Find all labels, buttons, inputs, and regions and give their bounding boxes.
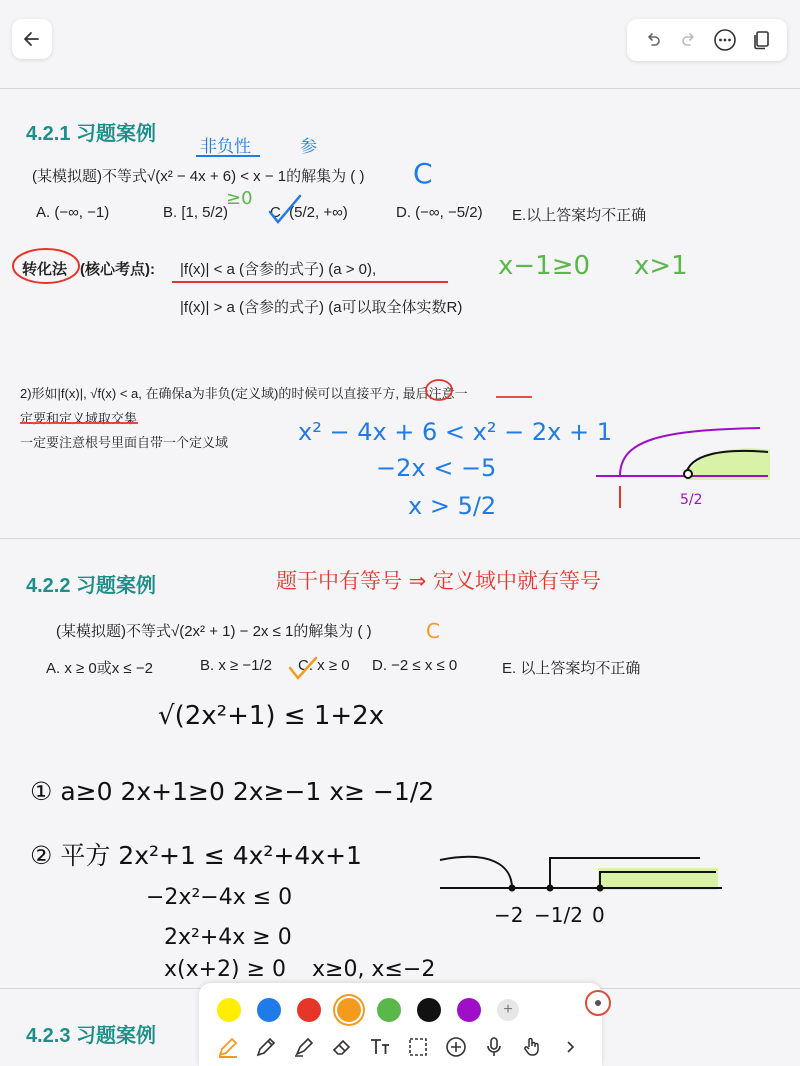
touch-tool[interactable]	[519, 1034, 545, 1060]
dot-zero	[597, 885, 604, 892]
section-separator	[0, 538, 800, 539]
color-swatch-5[interactable]	[417, 998, 441, 1022]
question-421: (某模拟题)不等式√(x² − 4x + 6) < x − 1的解集为 ( )	[32, 168, 365, 185]
hw-s2-axis-label-3: 0	[592, 903, 605, 927]
hw-s1-ge0: ≥0	[226, 188, 253, 209]
option-421-a: A. (−∞, −1)	[36, 204, 110, 221]
method-line-2: |f(x)| > a (含参的式子) (a可以取全体实数R)	[180, 299, 463, 316]
hw-s1-axis-label: 5/2	[680, 492, 703, 508]
top-tools	[627, 19, 787, 61]
hw-s1-answer: C	[413, 157, 433, 190]
text-tool-icon	[368, 1035, 392, 1059]
highlight-region-2	[598, 868, 718, 890]
color-swatch-0[interactable]	[217, 998, 241, 1022]
option-421-e: E.以上答案均不正确	[512, 207, 647, 224]
left-region-curve	[440, 857, 512, 888]
redo-button[interactable]	[675, 26, 703, 54]
more-button[interactable]	[711, 26, 739, 54]
hw-s1-cond2: x>1	[634, 251, 688, 281]
hw-s2-line7: x≥0, x≤−2	[312, 957, 436, 982]
option-422-d: D. −2 ≤ x ≤ 0	[372, 657, 458, 674]
solution-curve	[686, 451, 768, 474]
section-title-422: 4.2.2 习题案例	[26, 575, 157, 597]
color-swatch-6[interactable]	[457, 998, 481, 1022]
open-dot	[684, 470, 692, 478]
color-swatch-1[interactable]	[257, 998, 281, 1022]
hw-s2-line3: ② 平方 2x²+1 ≤ 4x²+4x+1	[30, 841, 362, 870]
option-422-a: A. x ≥ 0或x ≤ −2	[46, 660, 153, 677]
text-tool[interactable]	[367, 1034, 393, 1060]
section-title-421: 4.2.1 习题案例	[26, 123, 157, 145]
method-line-1: |f(x)| < a (含参的式子) (a > 0),	[180, 261, 377, 278]
add-shape-icon	[444, 1035, 468, 1059]
highlighter-tool[interactable]	[291, 1034, 317, 1060]
add-shape-tool[interactable]	[443, 1034, 469, 1060]
hw-s2-line4: −2x²−4x ≤ 0	[146, 885, 293, 910]
redo-icon	[679, 30, 699, 50]
tool-row	[199, 1029, 602, 1065]
hw-s2-axis-label-1: −2	[494, 903, 524, 927]
hw-s2-line1: √(2x²+1) ≤ 1+2x	[158, 701, 385, 731]
lasso-select-icon	[406, 1035, 430, 1059]
note-line-2: 定要和定义域取交集	[20, 411, 138, 426]
lasso-select-tool[interactable]	[405, 1034, 431, 1060]
domain-curve	[620, 428, 760, 476]
more-horizontal-icon	[713, 28, 737, 52]
dot-neg2	[509, 885, 516, 892]
chevron-right-icon	[561, 1038, 579, 1056]
method-note: (核心考点):	[80, 261, 155, 278]
arrow-left-icon	[22, 29, 42, 49]
hw-s1-above: 非负性	[200, 137, 251, 157]
highlight-region	[686, 448, 770, 480]
hw-s2-red-note: 题干中有等号 ⇒ 定义域中就有等号	[276, 569, 601, 593]
color-swatch-4[interactable]	[377, 998, 401, 1022]
back-button[interactable]	[12, 19, 52, 59]
copy-pages-icon	[750, 29, 772, 51]
hw-s2-line6: x(x+2) ≥ 0	[164, 957, 287, 982]
undo-icon	[643, 30, 663, 50]
microphone-icon	[482, 1035, 506, 1059]
eraser-tool[interactable]	[329, 1034, 355, 1060]
top-bar	[0, 0, 800, 84]
color-palette	[199, 991, 602, 1029]
voice-tool[interactable]	[481, 1034, 507, 1060]
toolbar-side-toggle[interactable]	[585, 990, 611, 1016]
hw-s1-step3: x > 5/2	[408, 492, 497, 520]
option-422-e: E. 以上答案均不正确	[502, 660, 641, 677]
question-422: (某模拟题)不等式√(2x² + 1) − 2x ≤ 1的解集为 ( )	[56, 623, 372, 640]
pencil-icon	[254, 1035, 278, 1059]
hw-s2-line2: ① a≥0 2x+1≥0 2x≥−1 x≥ −1/2	[30, 777, 435, 806]
pen-tool[interactable]	[215, 1034, 241, 1060]
pencil-tool[interactable]	[253, 1034, 279, 1060]
undo-button[interactable]	[639, 26, 667, 54]
hw-s1-step1: x² − 4x + 6 < x² − 2x + 1	[298, 418, 612, 446]
pages-button[interactable]	[747, 26, 775, 54]
expand-toolbar-button[interactable]	[557, 1034, 583, 1060]
pen-toolbar	[199, 983, 602, 1066]
dot-neghalf	[547, 885, 554, 892]
hw-s2-answer: C	[426, 619, 440, 643]
section-title-423: 4.2.3 习题案例	[26, 1025, 157, 1047]
hw-s1-step2: −2x < −5	[376, 454, 497, 482]
option-422-b: B. x ≥ −1/2	[200, 657, 273, 674]
highlighter-icon	[292, 1035, 316, 1059]
option-421-c: C. (5/2, +∞)	[270, 204, 348, 221]
option-422-c: C. x ≥ 0	[298, 657, 350, 674]
hw-s1-cond1: x−1≥0	[498, 251, 591, 281]
eraser-icon	[330, 1035, 354, 1059]
note-line-1: 2)形如|f(x)|, √f(x) < a, 在确保a为非负(定义域)的时候可以直接平方, 最后注意一	[20, 386, 468, 401]
hw-s2-axis-label-2: −1/2	[534, 903, 583, 927]
hand-touch-icon	[520, 1035, 544, 1059]
note-line-3: 一定要注意根号里面自带一个定义域	[20, 435, 229, 450]
domain-bracket	[550, 858, 700, 888]
method-label: 转化法	[22, 261, 68, 278]
solution-bracket	[600, 872, 716, 888]
record-dot-icon	[593, 998, 603, 1008]
add-color-button[interactable]: +	[497, 999, 519, 1021]
color-swatch-3[interactable]	[337, 998, 361, 1022]
page-separator	[0, 88, 800, 89]
pen-icon	[216, 1035, 240, 1059]
hw-s1-above2: 参	[300, 137, 317, 157]
hw-s2-line5: 2x²+4x ≥ 0	[164, 925, 292, 950]
option-421-b: B. [1, 5/2)	[163, 204, 229, 221]
option-421-d: D. (−∞, −5/2)	[396, 204, 483, 221]
color-swatch-2[interactable]	[297, 998, 321, 1022]
